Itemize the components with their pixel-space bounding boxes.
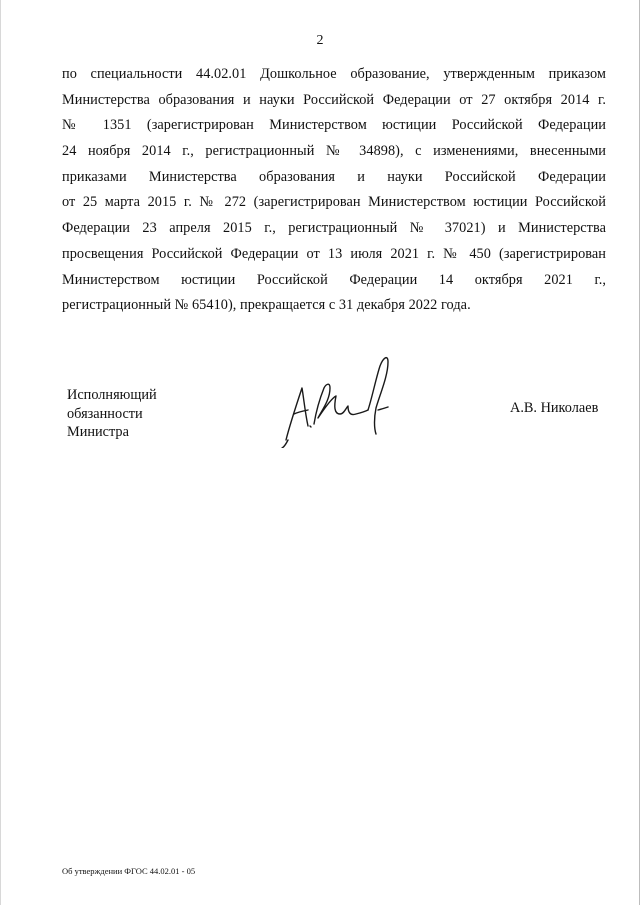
signatory-title-line: Исполняющий (67, 387, 157, 403)
body-line: по специальности 44.02.01 Дошкольное образование, утвержденным приказом (62, 66, 606, 82)
body-line: 24 ноября 2014 г., регистрационный № 34898), с изменениями, внесенными (62, 143, 606, 160)
signatory-title (67, 386, 157, 442)
body-line: Федерации 23 апреля 2015 г., регистрационный № 37021) и Министерства (62, 220, 606, 237)
body-line: Министерством юстиции Российской Федерации 14 октября 2021 г., (62, 271, 606, 288)
body-line: приказами Министерства образования и науки Российской Федерации (62, 168, 606, 185)
signatory-title-line: обязанности (67, 405, 143, 422)
handwritten-signature (272, 348, 402, 448)
footer-reference: Об утверждении ФГОС 44.02.01 - 05 (62, 866, 196, 876)
page-number: 2 (316, 33, 324, 48)
signatory-title-line: Министра (67, 424, 129, 440)
body-line: Министерства образования и науки Российской Федерации от 27 октября 2014 г. (62, 91, 606, 108)
body-line: от 25 марта 2015 г. № 272 (зарегистрирован Министерством юстиции Российской (62, 194, 606, 211)
body-line: № 1351 (зарегистрирован Министерством юстиции Российской Федерации (62, 117, 606, 134)
body-line: просвещения Российской Федерации от 13 июля 2021 г. № 450 (зарегистрирован (62, 245, 606, 262)
body-paragraph (62, 62, 606, 319)
signatory-name: А.В. Николаев (510, 400, 599, 416)
body-line: регистрационный № 65410), прекращается с 31 декабря 2022 года. (62, 297, 471, 314)
